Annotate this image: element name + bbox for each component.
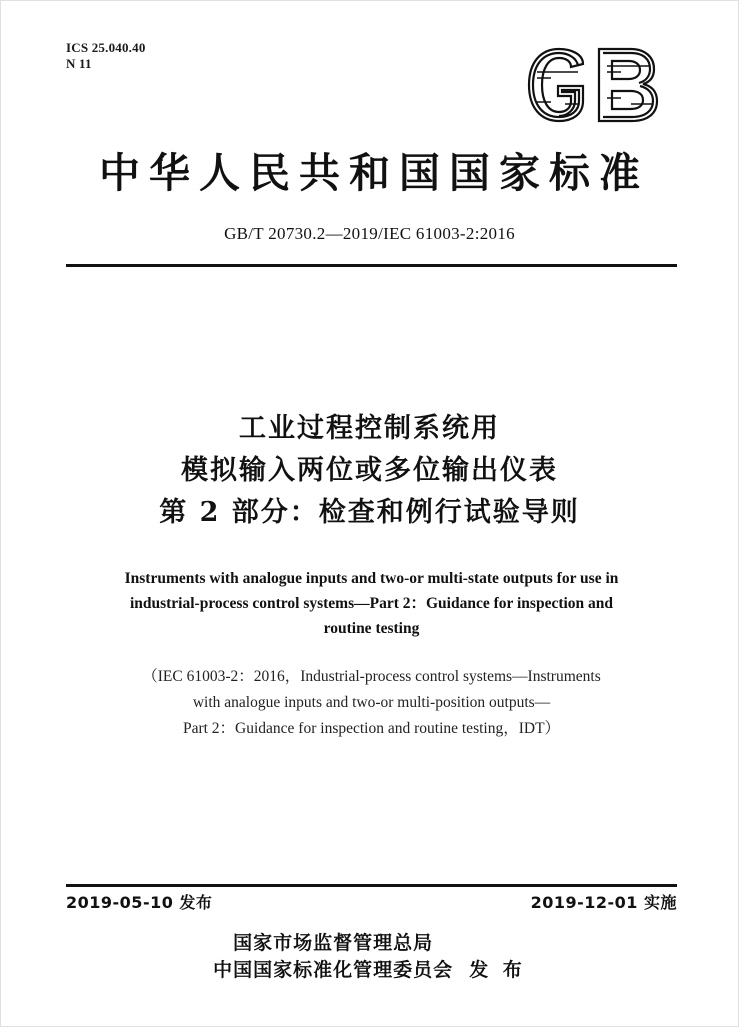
title-cn-line-1: 工业过程控制系统用 [239, 413, 500, 444]
issue-date: 2019-05-10 发布 [66, 893, 213, 912]
source-note-line-3: Part 2：Guidance for inspection and routine testing，IDT） [182, 720, 561, 737]
ics-classification [66, 40, 146, 72]
source-note-line-2: with analogue inputs and two-or multi-position outputs— [192, 694, 551, 711]
divider-top [66, 264, 677, 267]
divider-bottom [66, 884, 677, 887]
title-cn-line-3: 第 2 部分：检查和例行试验导则 [159, 497, 580, 528]
source-note-line-1: （IEC 61003-2：2016，Industrial-process control systems—Instruments [142, 668, 601, 685]
source-standard-note [96, 664, 647, 742]
title-cn-line-2: 模拟输入两位或多位输出仪表 [181, 455, 558, 486]
gb-emblem-icon [521, 46, 677, 124]
document-title-english [86, 566, 657, 641]
issuing-authorities [0, 930, 739, 984]
ics-code: ICS 25.040.40 [66, 40, 146, 55]
issuer-line-1: 国家市场监督管理总局 [233, 932, 434, 954]
title-en-line-2: industrial-process control systems—Part 2：Guidance for inspection and [129, 595, 614, 612]
issuer-names [213, 930, 453, 984]
dates-row [66, 890, 677, 913]
standard-number: GB/T 20730.2—2019/IEC 61003-2:2016 [224, 224, 515, 243]
document-title-chinese [0, 408, 739, 534]
title-en-line-3: routine testing [323, 620, 420, 637]
ccs-code: N 11 [66, 56, 92, 71]
issuer-line-2: 中国国家标准化管理委员会 [213, 959, 454, 981]
publish-label: 发 布 [469, 959, 526, 981]
title-en-line-1: Instruments with analogue inputs and two-or multi-state outputs for use in [124, 570, 619, 587]
implementation-date: 2019-12-01 实施 [530, 893, 677, 912]
page-title: 中华人民共和国国家标准 [99, 149, 649, 197]
